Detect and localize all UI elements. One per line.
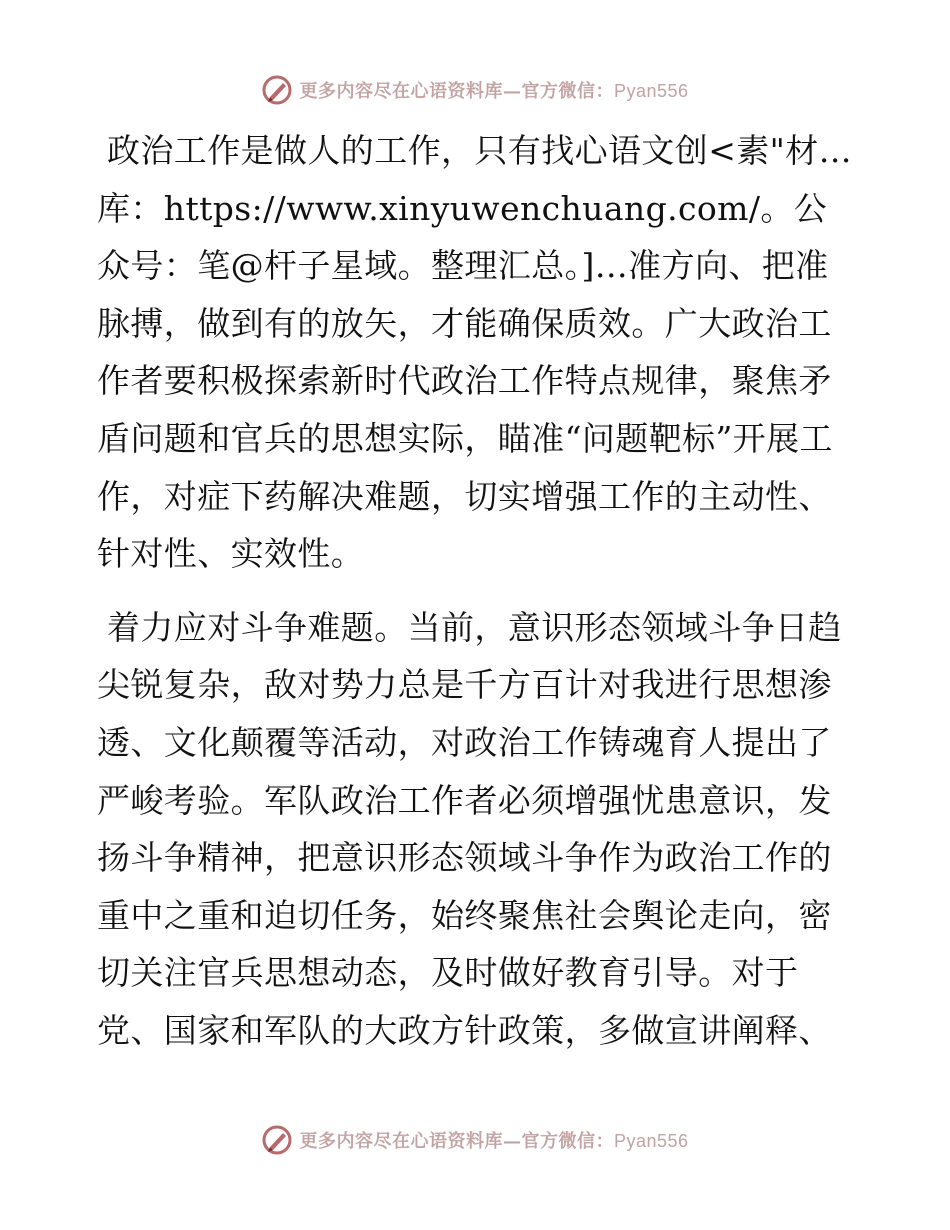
header-watermark <box>0 70 950 110</box>
watermark-wechat-label: 官方微信： <box>521 81 614 102</box>
watermark-wechat-id: Pyan556 <box>613 81 689 101</box>
watermark-text <box>299 1127 688 1153</box>
watermark-main-text: 更多内容尽在心语资料库 <box>299 1131 503 1152</box>
pen-circle-logo-icon <box>261 74 293 106</box>
watermark-text <box>299 77 688 103</box>
watermark-wechat-id: Pyan556 <box>613 1131 689 1151</box>
paragraph-2: 着力应对斗争难题。当前，意识形态领域斗争日趋尖锐复杂，敌对势力总是千方百计对我进行思想渗透、文化颠覆等活动，对政治工作铸魂育人提出了严峻考验。军队政治工作者必须增强忧患意识，发扬斗争精神，把意识形态领域斗争作为政治工作的重中之重和迫切任务，始终聚焦社会舆论走向，密切关注官兵思想动态，及时做好教育引导。对于党、国家和军队的大政方针政策，多做宣讲阐释、 <box>97 607 842 1050</box>
footer-watermark <box>0 1120 950 1160</box>
document-body <box>97 122 857 1060</box>
pen-circle-logo-icon <box>261 1124 293 1156</box>
watermark-main-text: 更多内容尽在心语资料库 <box>299 81 503 102</box>
watermark-dash: — <box>502 81 522 102</box>
watermark-wechat-label: 官方微信： <box>521 1131 614 1152</box>
paragraph-1: 政治工作是做人的工作，只有找心语文创<素"材…库：https://www.xinyuwenchuang.com/。公众号：笔@杆子星域。整理汇总。]…准方向、把准脉搏，做到有的放矢，才能确保质效。广大政治工作者要积极探索新时代政治工作特点规律，聚焦矛盾问题和官兵的思想实际，瞄准“问题靶标”开展工作，对症下药解决难题，切实增强工作的主动性、针对性、实效性。 <box>97 131 853 574</box>
watermark-dash: — <box>502 1131 522 1152</box>
